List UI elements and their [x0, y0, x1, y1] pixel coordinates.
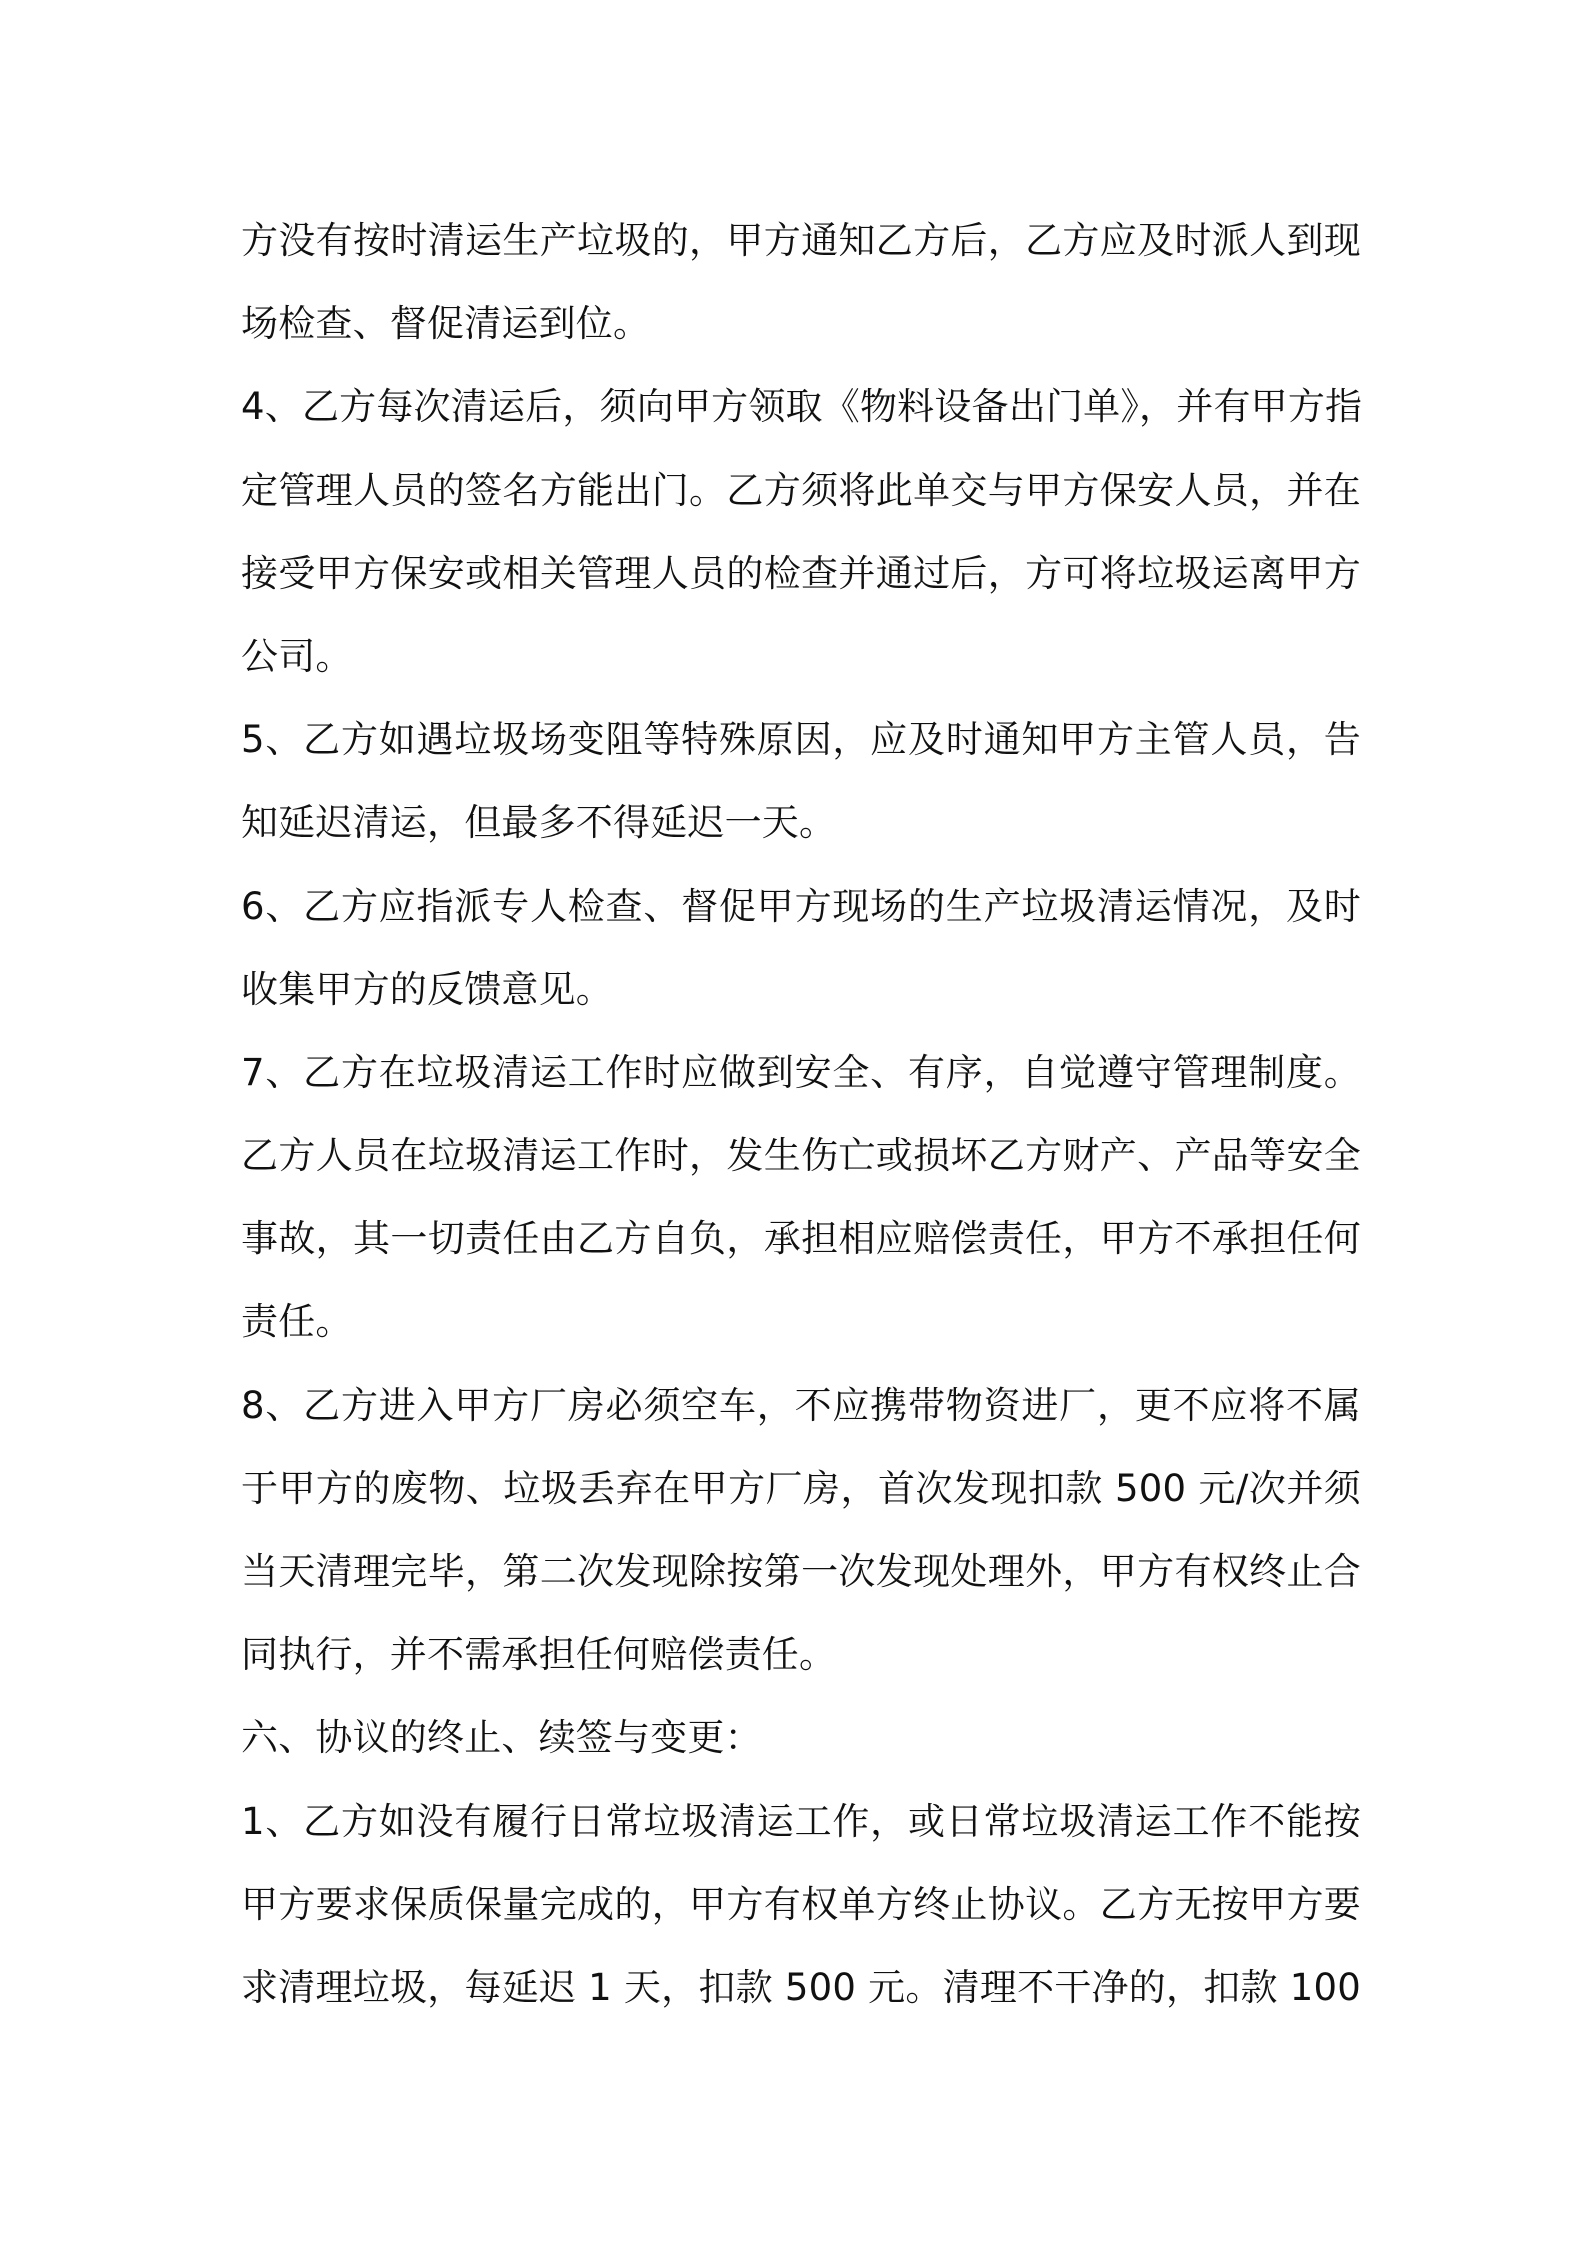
- document-body: [241, 199, 1361, 2029]
- paragraph-item-8: [241, 1364, 1361, 1697]
- paragraph-continued: [241, 199, 1361, 365]
- text-line: 甲方要求保质保量完成的，甲方有权单方终止协议。乙方无按甲方要: [241, 1882, 1361, 1926]
- text-line: 5、乙方如遇垃圾场变阻等特殊原因，应及时通知甲方主管人员，告: [241, 718, 1361, 762]
- text-line: 求清理垃圾，每延迟 1 天，扣款 500 元。清理不干净的，扣款 100: [241, 1965, 1361, 2009]
- text-line: 责任。: [241, 1300, 353, 1344]
- text-line: 4、乙方每次清运后，须向甲方领取《物料设备出门单》，并有甲方指: [241, 385, 1363, 429]
- text-line: 知延迟清运，但最多不得延迟一天。: [241, 801, 837, 845]
- text-line: 乙方人员在垃圾清运工作时，发生伤亡或损坏乙方财产、产品等安全: [241, 1134, 1361, 1178]
- text-line: 接受甲方保安或相关管理人员的检查并通过后，方可将垃圾运离甲方: [241, 551, 1361, 595]
- text-line: 定管理人员的签名方能出门。乙方须将此单交与甲方保安人员，并在: [241, 468, 1361, 512]
- text-line: 8、乙方进入甲方厂房必须空车，不应携带物资进厂，更不应将不属: [241, 1383, 1361, 1427]
- text-line: 6、乙方应指派专人检查、督促甲方现场的生产垃圾清运情况，及时: [241, 884, 1361, 928]
- paragraph-item-5: [241, 698, 1361, 864]
- text-line: 六、协议的终止、续签与变更：: [241, 1716, 762, 1760]
- text-line: 7、乙方在垃圾清运工作时应做到安全、有序，自觉遵守管理制度。: [241, 1050, 1361, 1094]
- text-line: 当天清理完毕，第二次发现除按第一次发现处理外，甲方有权终止合: [241, 1550, 1361, 1593]
- paragraph-section-6: [241, 1696, 1361, 1779]
- text-line: 公司。: [241, 634, 353, 678]
- text-line: 1、乙方如没有履行日常垃圾清运工作，或日常垃圾清运工作不能按: [241, 1799, 1361, 1843]
- text-line: 于甲方的废物、垃圾丢弃在甲方厂房，首次发现扣款 500 元/次并须: [241, 1466, 1361, 1510]
- paragraph-item-4: [241, 365, 1361, 698]
- paragraph-item-6: [241, 865, 1361, 1031]
- text-line: 方没有按时清运生产垃圾的，甲方通知乙方后，乙方应及时派人到现: [241, 219, 1361, 262]
- text-line: 场检查、督促清运到位。: [241, 302, 651, 346]
- paragraph-item-7: [241, 1031, 1361, 1364]
- text-line: 事故，其一切责任由乙方自负，承担相应赔偿责任，甲方不承担任何: [241, 1217, 1361, 1261]
- text-line: 同执行，并不需承担任何赔偿责任。: [241, 1633, 837, 1677]
- text-line: 收集甲方的反馈意见。: [241, 967, 613, 1011]
- paragraph-section-6-item-1: [241, 1780, 1361, 2030]
